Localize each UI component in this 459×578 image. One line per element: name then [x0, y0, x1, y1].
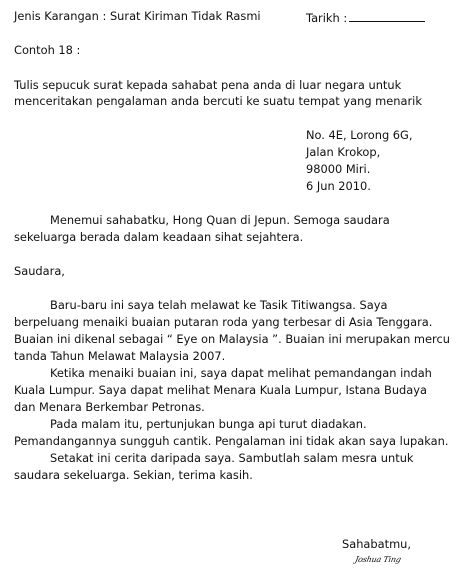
body-line: dan Menara Berkembar Petronas. — [14, 400, 205, 414]
body-line: Kuala Lumpur. Saya dapat melihat Menara Kuala Lumpur, Istana Budaya — [14, 383, 427, 397]
body-line: Ketika menaiki buaian ini, saya dapat melihat pemandangan indah — [50, 366, 432, 380]
body-line: Baru-baru ini saya telah melawat ke Tasik Titiwangsa. Saya — [50, 298, 388, 312]
jenis-karangan-label: Jenis Karangan : Surat Kiriman Tidak Rasmi — [14, 9, 261, 23]
contoh-label: Contoh 18 : — [14, 43, 81, 57]
closing: Sahabatmu, — [342, 537, 412, 551]
address-line: 98000 Miri. — [306, 162, 371, 176]
body-line: tanda Tahun Melawat Malaysia 2007. — [14, 349, 226, 363]
opening-line-1: Menemui sahabatku, Hong Quan di Jepun. Semoga saudara — [50, 213, 390, 227]
body-line: saudara sekeluarga. Sekian, terima kasih. — [14, 468, 253, 482]
tarikh-label: Tarikh : — [306, 11, 348, 25]
salutation: Saudara, — [14, 264, 65, 278]
prompt-line-2: menceritakan pengalaman anda bercuti ke suatu tempat yang menarik — [14, 94, 422, 108]
body-line: Pemandangannya sungguh cantik. Pengalaman ini tidak akan saya lupakan. — [14, 434, 449, 448]
body-line: berpeluang menaiki buaian putaran roda yang terbesar di Asia Tenggara. — [14, 315, 433, 329]
body-line: Buaian ini dikenal sebagai “ Eye on Malaysia ”. Buaian ini merupakan mercu — [14, 332, 450, 346]
address-date: 6 Jun 2010. — [306, 179, 371, 193]
opening-line-2: sekeluarga berada dalam keadaan sihat sejahtera. — [14, 230, 304, 244]
body-line: Pada malam itu, pertunjukan bunga api turut diadakan. — [50, 417, 367, 431]
address-line: Jalan Krokop, — [306, 145, 381, 159]
tarikh-blank-line — [349, 9, 425, 22]
address-line: No. 4E, Lorong 6G, — [306, 128, 413, 142]
tarikh-field — [306, 9, 425, 26]
body-line: Setakat ini cerita daripada saya. Sambutlah salam mesra untuk — [50, 451, 414, 465]
handwritten-signature: Joshua Ting — [354, 555, 402, 564]
prompt-line-1: Tulis sepucuk surat kepada sahabat pena anda di luar negara untuk — [14, 78, 402, 92]
